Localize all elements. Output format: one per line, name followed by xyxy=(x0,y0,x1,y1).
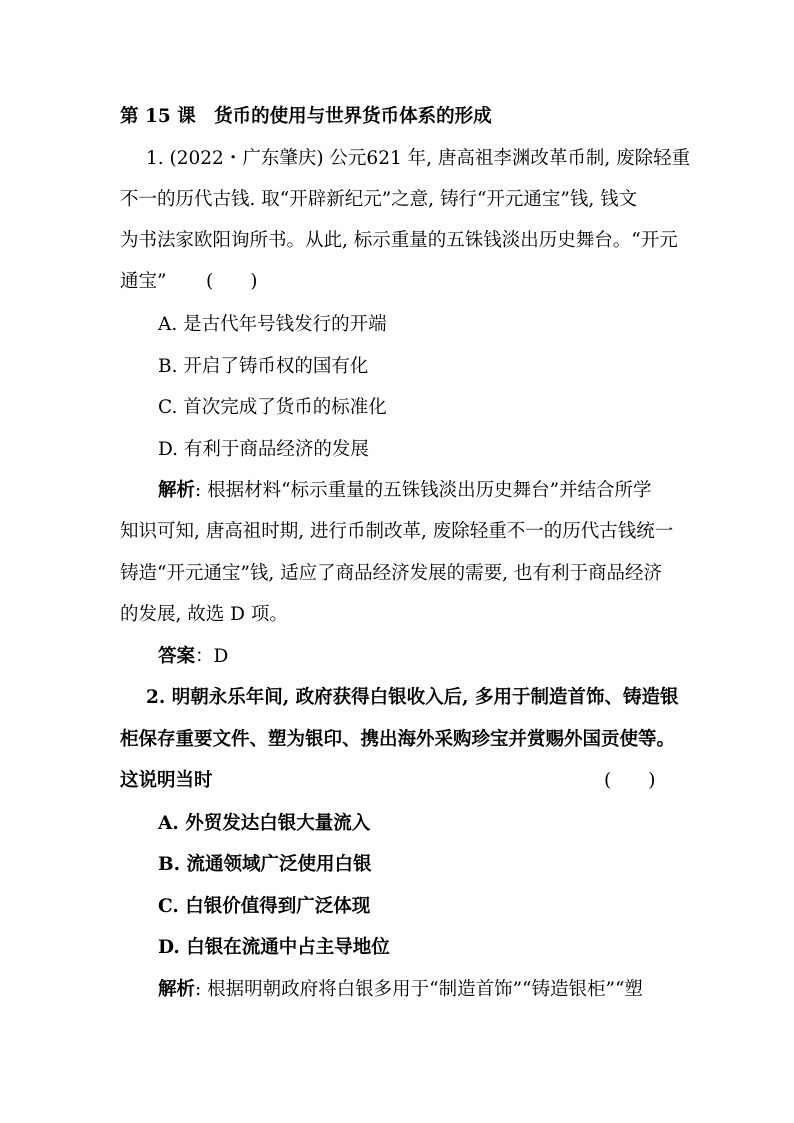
q1-analysis-line-3: 铸造“开元通宝”钱, 适应了商品经济发展的需要, 也有利于商品经济 xyxy=(120,563,662,584)
q1-option-c: C. 首次完成了货币的标准化 xyxy=(158,397,387,418)
q2-analysis-label: 解析 xyxy=(158,979,196,1000)
q2-option-a: A. 外贸发达白银大量流入 xyxy=(158,813,371,834)
q1-stem-line-2: 不一的历代古钱. 取“开辟新纪元”之意, 铸行“开元通宝”钱, 钱文 xyxy=(120,189,638,210)
q1-answer-value: ：D xyxy=(195,646,229,667)
q1-analysis-line-4: 的发展, 故选 D 项。 xyxy=(120,604,288,625)
q1-stem-line-1: 1. (2022・广东肇庆) 公元621 年, 唐高祖李渊改革币制, 废除轻重 xyxy=(146,148,691,169)
q1-option-a: A. 是古代年号钱发行的开端 xyxy=(158,314,387,335)
q2-option-c: C. 白银价值得到广泛体现 xyxy=(158,896,371,917)
q1-analysis-label: 解析 xyxy=(158,480,196,501)
q2-stem-line-1: 2. 明朝永乐年间, 政府获得白银收入后, 多用于制造首饰、铸造银 xyxy=(146,687,679,708)
q1-answer-bracket: ( ) xyxy=(206,271,258,292)
q1-stem-line-4: 通宝” xyxy=(120,271,167,292)
q2-analysis-line-1 xyxy=(158,981,643,1000)
q1-option-d: D. 有利于商品经济的发展 xyxy=(158,439,369,460)
q1-analysis-text-1: : 根据材料“标示重量的五铢钱淡出历史舞台”并结合所学 xyxy=(195,480,652,501)
q2-option-d: D. 白银在流通中占主导地位 xyxy=(158,937,390,958)
q2-stem-line-3: 这说明当时 xyxy=(120,770,213,791)
q1-answer-line xyxy=(158,648,228,667)
q2-option-b: B. 流通领域广泛使用白银 xyxy=(158,854,372,875)
q1-option-b: B. 开启了铸币权的国有化 xyxy=(158,356,369,377)
lesson-title: 第 15 课 货币的使用与世界货币体系的形成 xyxy=(120,106,492,127)
q1-analysis-line-2: 知识可知, 唐高祖时期, 进行币制改革, 废除轻重不一的历代古钱统一 xyxy=(120,521,674,542)
q2-analysis-text-1: : 根据明朝政府将白银多用于“制造首饰”“铸造银柜”“塑 xyxy=(195,979,643,1000)
q2-stem-line-2: 柜保存重要文件、塑为银印、携出海外采购珍宝并赏赐外国贡使等。 xyxy=(120,729,676,750)
q1-analysis-line-1 xyxy=(158,482,652,501)
q2-answer-bracket: ( ) xyxy=(604,770,656,791)
q1-stem-line-3: 为书法家欧阳询所书。从此, 标示重量的五铢钱淡出历史舞台。“开元 xyxy=(120,230,678,251)
q1-answer-label: 答案 xyxy=(158,646,196,667)
